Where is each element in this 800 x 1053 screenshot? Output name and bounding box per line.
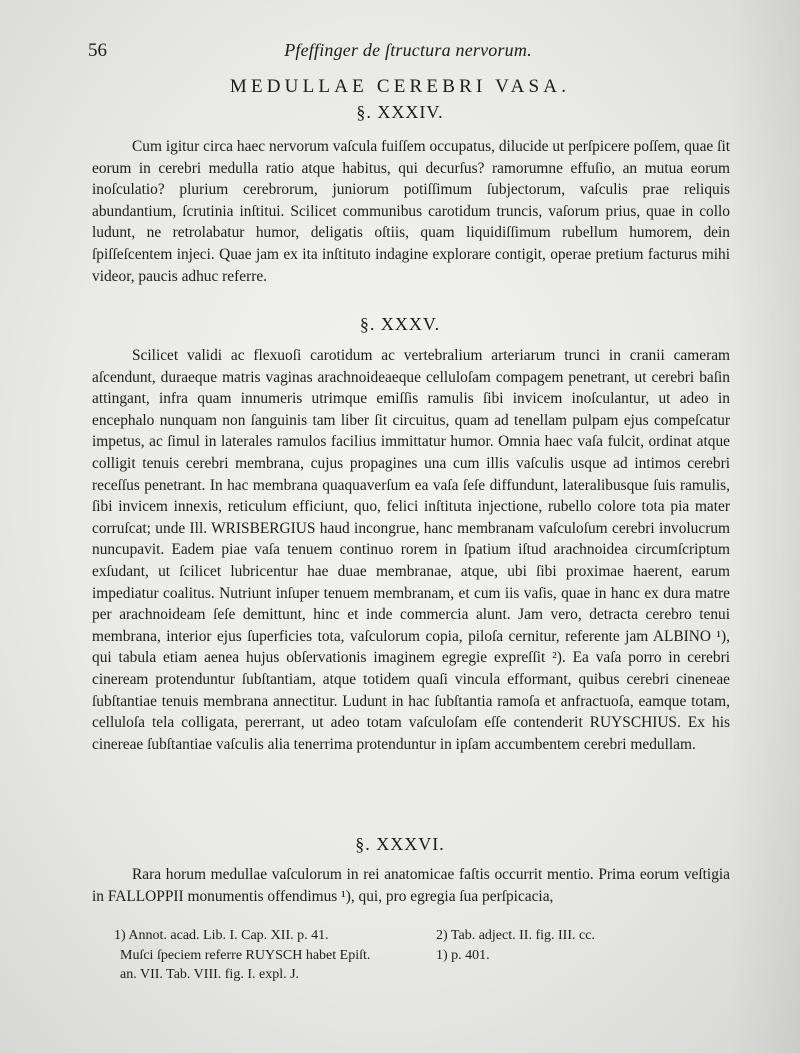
footnotes-right-column (436, 926, 736, 965)
paragraph-xxxv: Scilicet validi ac flexuoſi carotidum ac vertebralium arteriarum trunci in cranii cameram aſcendunt, duraeque matris vaginas arachnoideaeque celluloſam compagem penetrant, ut cerebri baſin attingant, infra quam innumeris utrimque emiſſis ramulis ſibi invicem inoſculantur, ut adeo in encephalo nunquam non ſanguinis tam liber ſit circuitus, quam ad tenellam pulpam ejus compeſcatur impetus, ac ſimul in laterales ramulos facilius immittatur humor. Omnia haec vaſa fulcit, ordinat atque colligit tenuis cerebri membrana, cujus propagines una cum illis vaſculis usque ad intimos cerebri receſſus penetrant. In hac membrana quaquaverſum ea vaſa ſeſe diffundunt, lateralibusque ſuis ramulis, ſibi invicem innexis, reticulum efficiunt, quo, felici inſtituta injectione, rubello colore tota pia mater corruſcat; unde Ill. WRISBERGIUS haud incongrue, hanc membranam vaſculoſum cerebri involucrum nuncupavit. Eadem piae vaſa tenuem continuo rorem in ſpatium iſtud arachnoidea circumſcriptum exſudant, ut ſcilicet lubricentur hae duae membranae, atque, ubi ſibi proximae haerent, earum impediatur coalitus. Nutriunt inſuper tenuem membranam, et cum iis vaſis, quae in hanc ex dura matre per arachnoideam ſeſe demittunt, hinc et inde commercia alunt. Jam vero, detracta cerebro tenui membrana, interior ejus ſuperficies tota, vaſculorum copia, piloſa cernitur, referente jam ALBINO ¹), qui tabula etiam aenea hujus obſervationis imaginem egregie expreſſit ²). Ea vaſa porro in cerebri cineream protenduntur ſubſtantiam, atque totidem quaſi vincula efformant, quibus cerebri cineneae ſubſtantiae tenuis membrana annectitur. Ludunt in hac ſubſtantia ramoſa et anfractuoſa, eamque totam, celluloſa tela colligata, pererrant, ut adeo totam vaſculoſam eſſe contenderit RUYSCHIUS. Ex his cinereae ſubſtantiae vaſculis alia tenerrima protenduntur in ipſam accumbentem cerebri medullam. (92, 347, 730, 753)
footnote-line: 2) Tab. adject. II. fig. III. cc. (436, 928, 595, 943)
section-heading-xxxv: §. XXXV. (359, 314, 441, 334)
section-heading-xxxiv: §. XXXIV. (356, 102, 444, 122)
footnote-line: an. VII. Tab. VIII. fig. I. expl. J. (120, 967, 300, 982)
paragraph-xxxvi: Rara horum medullae vaſculorum in rei anatomicae faſtis occurrit mentio. Prima eorum veſtigia in FALLOPPII monumentis offendimus ¹), qui, pro egregia ſua perſpicacia, (92, 866, 730, 905)
running-title: Pfeffinger de ſtructura nervorum. (284, 40, 532, 60)
footnote-line: 1) p. 401. (436, 947, 490, 963)
page-edge-shadow (730, 0, 800, 1053)
chapter-title: MEDULLAE CEREBRI VASA. (229, 76, 571, 97)
page-number: 56 (88, 40, 107, 61)
footnote-line: Muſci ſpeciem referre RUYSCH habet Epiſt. (120, 947, 371, 963)
footnotes-left-column (114, 926, 434, 985)
section-heading-xxxvi: §. XXXVI. (355, 834, 445, 854)
paragraph-xxxiv: Cum igitur circa haec nervorum vaſcula fuiſſem occupatus, dilucide ut perſpicere poſſem, quae ſit eorum in cerebri medulla ratio atque habitus, qui decurſus? ramorumne effuſio, an mutua eorum inoſculatio? plurium cerebrorum, juniorum potiſſimum ſubjectorum, vaſculis prae reliquis abundantium, ſcrutinia inſtitui. Scilicet communibus carotidum truncis, vaſorum prius, quae in collo ludunt, ne retrolabatur humor, deligatis oſtiis, quam liquidiſſimum rubellum humorem, dein ſpiſſeſcentem injeci. Quae jam ex ita inſtituto indagine explorare contigit, operae pretium facturus mihi videor, paucis adhuc referre. (92, 138, 730, 285)
footnote-line: 1) Annot. acad. Lib. I. Cap. XII. p. 41. (114, 928, 329, 943)
running-head (88, 40, 728, 66)
